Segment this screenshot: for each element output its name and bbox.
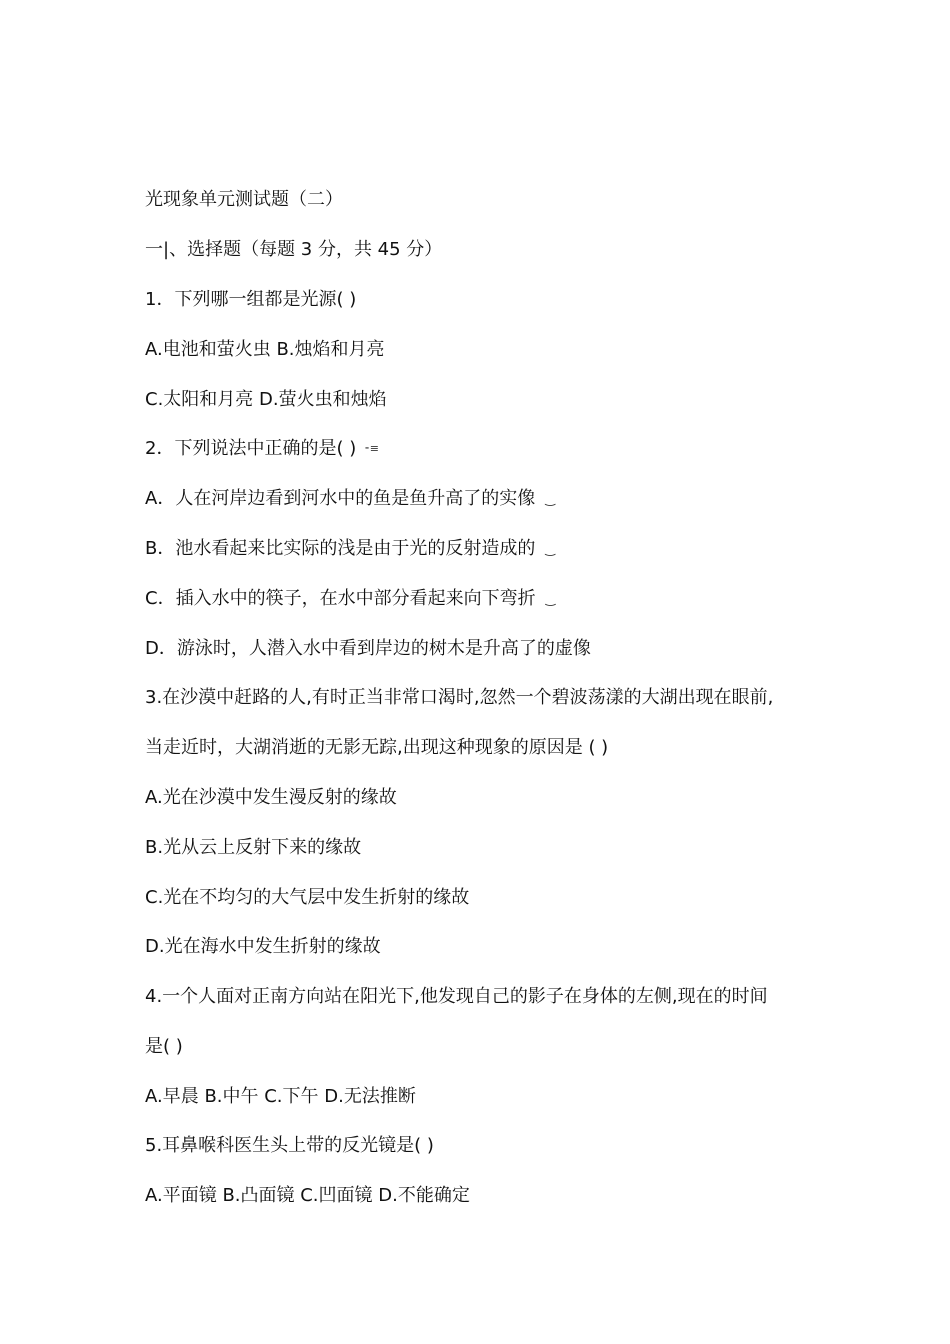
bracket-mark: ‿ bbox=[545, 542, 556, 556]
question-5-options: A.平面镜 B.凸面镜 C.凹面镜 D.不能确定 bbox=[145, 1185, 470, 1206]
question-1-options-cd: C.太阳和月亮 D.萤火虫和烛焰 bbox=[145, 389, 387, 410]
section-heading: 一|、选择题（每题 3 分，共 45 分） bbox=[145, 239, 443, 260]
question-2-option-c: C．插入水中的筷子，在水中部分看起来向下弯折 bbox=[145, 588, 536, 609]
question-2-option-a: A．人在河岸边看到河水中的鱼是鱼升高了的实像 bbox=[145, 488, 536, 509]
question-1: 1．下列哪一组都是光源( ) bbox=[145, 289, 357, 310]
question-4-options: A.早晨 B.中午 C.下午 D.无法推断 bbox=[145, 1086, 416, 1107]
question-2-option-b: B．池水看起来比实际的浅是由于光的反射造成的 bbox=[145, 538, 536, 559]
question-2-line bbox=[145, 437, 379, 461]
question-2-option-d: D．游泳时，人潜入水中看到岸边的树木是升高了的虚像 bbox=[145, 638, 591, 659]
question-2-option-c-line bbox=[145, 587, 555, 611]
question-3-option-b: B.光从云上反射下来的缘故 bbox=[145, 837, 362, 858]
question-2-option-b-line bbox=[145, 537, 555, 561]
question-3-option-d: D.光在海水中发生折射的缘故 bbox=[145, 936, 381, 957]
question-5: 5.耳鼻喉科医生头上带的反光镜是( ) bbox=[145, 1135, 434, 1156]
bracket-mark: ‿ bbox=[545, 592, 556, 606]
question-3-option-a: A.光在沙漠中发生漫反射的缘故 bbox=[145, 787, 397, 808]
document-title: 光现象单元测试题（二） bbox=[145, 189, 343, 210]
question-3-line-2: 当走近时，大湖消逝的无影无踪,出现这种现象的原因是 ( ) bbox=[145, 737, 609, 758]
question-4-line-2: 是( ) bbox=[145, 1036, 183, 1057]
question-3-line-1: 3.在沙漠中赶路的人,有时正当非常口渴时,忽然一个碧波荡漾的大湖出现在眼前, bbox=[145, 687, 774, 708]
question-3-option-c: C.光在不均匀的大气层中发生折射的缘故 bbox=[145, 887, 470, 908]
question-4-line-1: 4.一个人面对正南方向站在阳光下,他发现自己的影子在身体的左侧,现在的时间 bbox=[145, 986, 768, 1007]
question-2-option-a-line bbox=[145, 487, 555, 511]
question-1-options-ab: A.电池和萤火虫 B.烛焰和月亮 bbox=[145, 339, 385, 360]
question-2: 2．下列说法中正确的是( ) bbox=[145, 438, 357, 459]
scan-mark: ⁃≡ bbox=[364, 442, 379, 455]
bracket-mark: ‿ bbox=[545, 492, 555, 506]
